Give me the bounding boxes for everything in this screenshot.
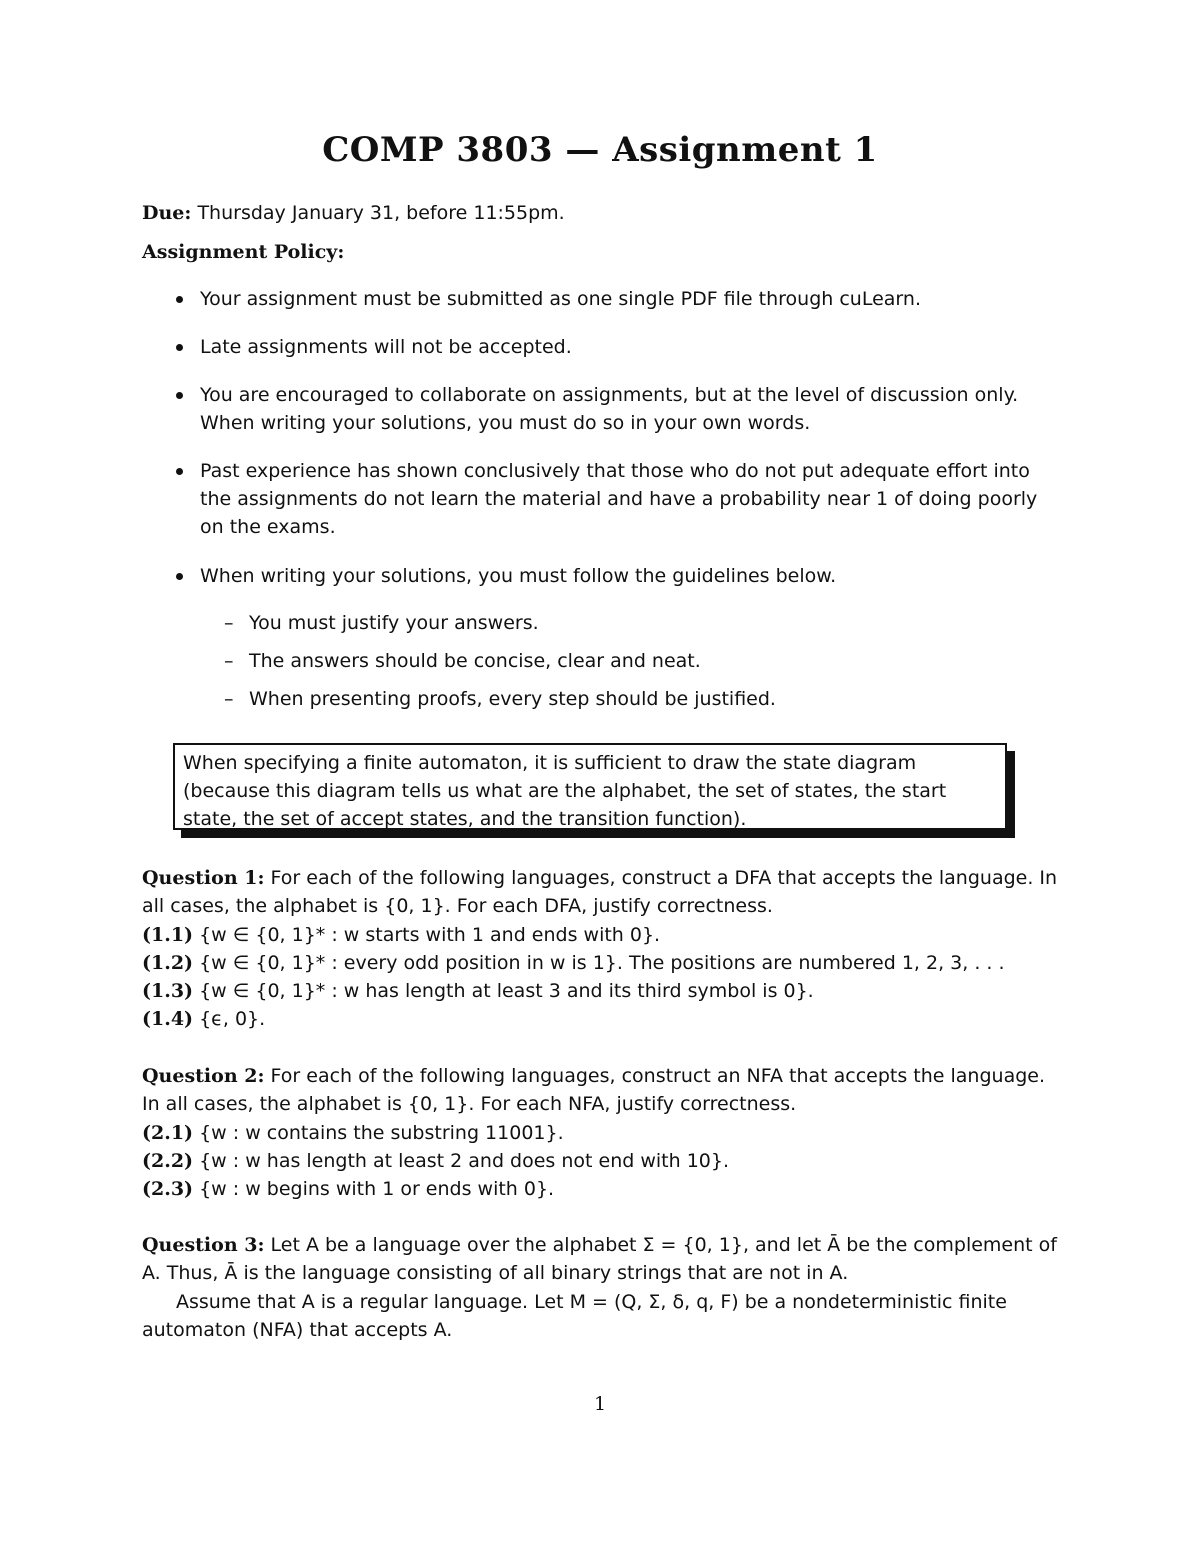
part-text: {ϵ, 0}. <box>199 1008 266 1031</box>
bullet-dot <box>176 392 183 399</box>
part-label: (2.1) <box>142 1121 194 1144</box>
policy-item <box>200 457 1065 541</box>
page-title: COMP 3803 — Assignment 1 <box>322 130 878 170</box>
due-text: Thursday January 31, before 11:55pm. <box>197 202 565 224</box>
policy-item-text: You are encouraged to collaborate on assignments, but at the level of discussion only. When writing your solutions, you must do so in your own words. <box>200 384 1019 434</box>
note-box: When specifying a finite automaton, it is sufficient to draw the state diagram (because this diagram tells us what are the alphabet, the set of states, the start state, the set of accept states, and the transition function). <box>173 743 1007 830</box>
part-label: (2.3) <box>142 1178 194 1201</box>
part-text: {w ∈ {0, 1}* : w has length at least 3 and its third symbol is 0}. <box>199 980 814 1003</box>
part-label: (1.1) <box>142 923 194 946</box>
policy-item <box>200 562 1065 590</box>
due-label: Due: <box>142 202 192 224</box>
question-part <box>142 921 1062 949</box>
question-1 <box>142 864 1062 1034</box>
policy-item <box>200 381 1065 437</box>
guideline-text: When presenting proofs, every step should be justified. <box>249 688 776 710</box>
policy-item-text: Past experience has shown conclusively that those who do not put adequate effort into the assignments do not learn the material and have a probability near 1 of doing poorly on the exams. <box>200 460 1038 538</box>
bullet-dot <box>176 573 183 580</box>
due-line <box>142 199 1062 227</box>
guideline-item <box>224 609 1064 637</box>
question-part <box>142 1119 1062 1147</box>
page-number: 1 <box>593 1393 607 1415</box>
part-text: {w ∈ {0, 1}* : every odd position in w is 1}. The positions are numbered 1, 2, 3, . . . <box>199 951 1005 974</box>
question-part <box>142 1175 1062 1203</box>
bullet-dot <box>176 344 183 351</box>
question-paragraph: Let A be a language over the alphabet Σ = {0, 1}, and let Ā be the complement of A. Thus, Ā is the language consisting of all binary strings that are not in A. <box>142 1234 1057 1285</box>
policy-item <box>200 285 1065 313</box>
policy-item-text: When writing your solutions, you must follow the guidelines below. <box>200 565 837 587</box>
question-label: Question 1: <box>142 867 265 889</box>
question-part <box>142 949 1062 977</box>
question-paragraph: Assume that A is a regular language. Let M = (Q, Σ, δ, q, F) be a nondeterministic finite automaton (NFA) that accepts A. <box>142 1290 1007 1341</box>
guideline-item <box>224 685 1064 713</box>
dash-marker: – <box>224 688 234 710</box>
guideline-text: The answers should be concise, clear and neat. <box>249 650 701 672</box>
bullet-dot <box>176 468 183 475</box>
question-label: Question 2: <box>142 1065 265 1087</box>
question-part <box>142 1147 1062 1175</box>
bullet-dot <box>176 296 183 303</box>
guideline-text: You must justify your answers. <box>249 612 539 634</box>
policy-heading: Assignment Policy: <box>142 241 345 263</box>
policy-item <box>200 333 1065 361</box>
dash-marker: – <box>224 612 234 634</box>
part-text: {w : w has length at least 2 and does not end with 10}. <box>199 1149 730 1172</box>
question-intro: For each of the following languages, construct an NFA that accepts the language. In all cases, the alphabet is {0, 1}. For each NFA, justify correctness. <box>142 1065 1046 1116</box>
question-3 <box>142 1231 1062 1344</box>
part-label: (1.3) <box>142 980 194 1003</box>
part-label: (2.2) <box>142 1149 194 1172</box>
part-label: (1.2) <box>142 951 194 974</box>
question-part <box>142 977 1062 1005</box>
question-label: Question 3: <box>142 1234 265 1256</box>
policy-item-text: Your assignment must be submitted as one single PDF file through cuLearn. <box>200 288 921 310</box>
part-label: (1.4) <box>142 1008 194 1031</box>
part-text: {w : w contains the substring 11001}. <box>199 1121 564 1144</box>
guideline-item <box>224 647 1064 675</box>
policy-item-text: Late assignments will not be accepted. <box>200 336 572 358</box>
question-part <box>142 1005 1062 1033</box>
question-2 <box>142 1062 1062 1203</box>
part-text: {w : w begins with 1 or ends with 0}. <box>199 1178 555 1201</box>
question-intro: For each of the following languages, construct a DFA that accepts the language. In all cases, the alphabet is {0, 1}. For each DFA, justify correctness. <box>142 867 1058 918</box>
dash-marker: – <box>224 650 234 672</box>
part-text: {w ∈ {0, 1}* : w starts with 1 and ends with 0}. <box>199 923 661 946</box>
